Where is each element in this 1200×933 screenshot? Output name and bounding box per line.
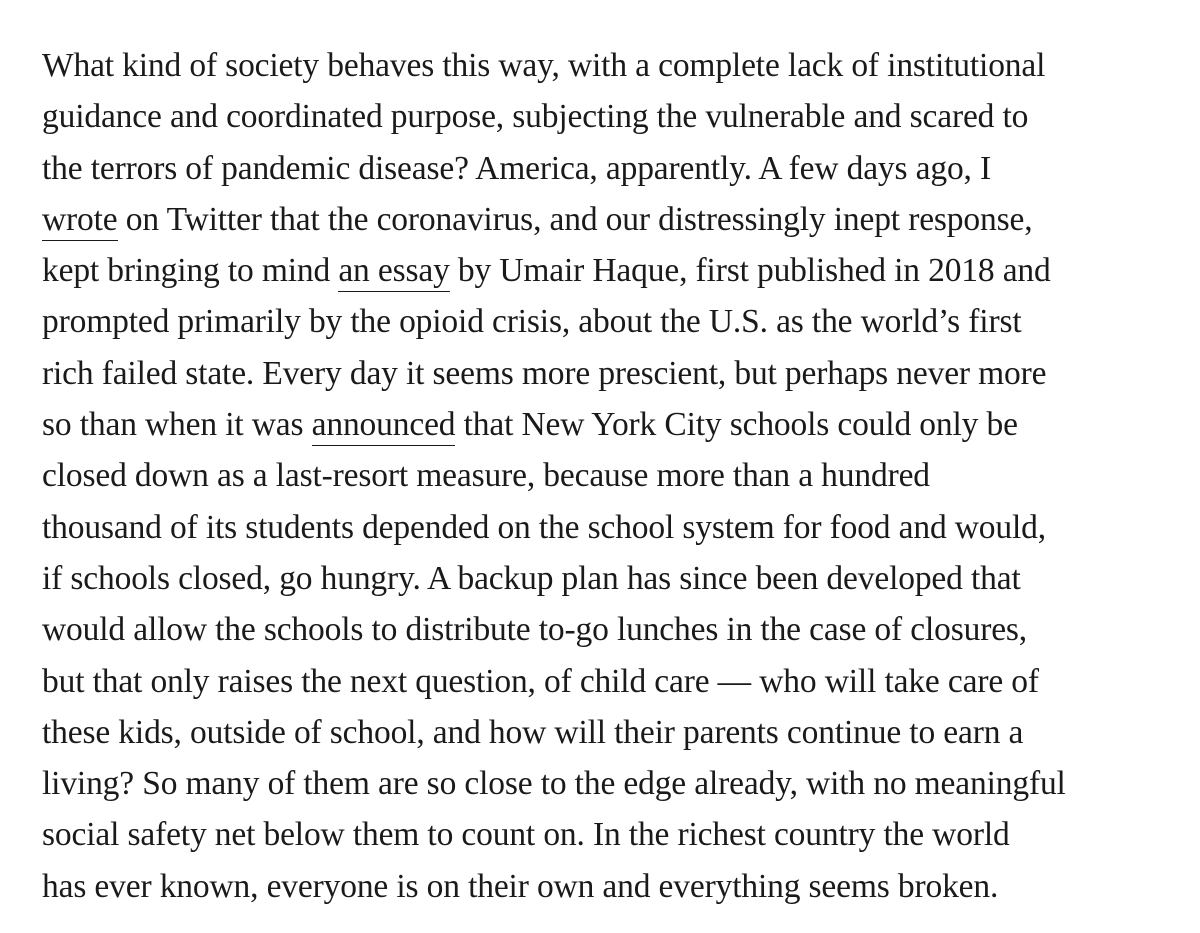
article-paragraph [42, 40, 1182, 912]
paragraph-line: but that only raises the next question, of child care — who will take care of [42, 662, 1039, 700]
line-text: that New York City schools could only be [455, 406, 1018, 444]
paragraph-line [42, 399, 1182, 450]
paragraph-line: has ever known, everyone is on their own and everything seems broken. [42, 867, 999, 905]
paragraph-line: closed down as a last-resort measure, because more than a hundred [42, 457, 930, 495]
paragraph-line: these kids, outside of school, and how will their parents continue to earn a [42, 713, 1024, 751]
paragraph-line: the terrors of pandemic disease? America, apparently. A few days ago, I [42, 149, 992, 187]
paragraph-line [42, 245, 1182, 296]
an-essay-link[interactable]: an essay [338, 252, 449, 292]
paragraph-line: would allow the schools to distribute to-go lunches in the case of closures, [42, 611, 1028, 649]
paragraph-line: guidance and coordinated purpose, subjecting the vulnerable and scared to [42, 98, 1029, 136]
wrote-link[interactable]: wrote [42, 201, 118, 241]
line-text: on Twitter that the coronavirus, and our distressingly inept response, [117, 200, 1033, 238]
line-text: by Umair Haque, first published in 2018 and [449, 252, 1051, 290]
paragraph-line: if schools closed, go hungry. A backup plan has since been developed that [42, 559, 1021, 597]
paragraph-line: What kind of society behaves this way, with a complete lack of institutional [42, 47, 1046, 84]
line-text: kept bringing to mind [42, 252, 339, 290]
announced-link[interactable]: announced [312, 406, 456, 446]
line-text: so than when it was [42, 406, 312, 444]
paragraph-line: living? So many of them are so close to the edge already, with no meaningful [42, 765, 1066, 803]
paragraph-line: thousand of its students depended on the school system for food and would, [42, 508, 1046, 546]
paragraph-line [42, 194, 1182, 245]
paragraph-line: rich failed state. Every day it seems more prescient, but perhaps never more [42, 354, 1047, 392]
paragraph-line: social safety net below them to count on. In the richest country the world [42, 816, 1010, 854]
paragraph-line: prompted primarily by the opioid crisis, about the U.S. as the world’s first [42, 303, 1022, 341]
